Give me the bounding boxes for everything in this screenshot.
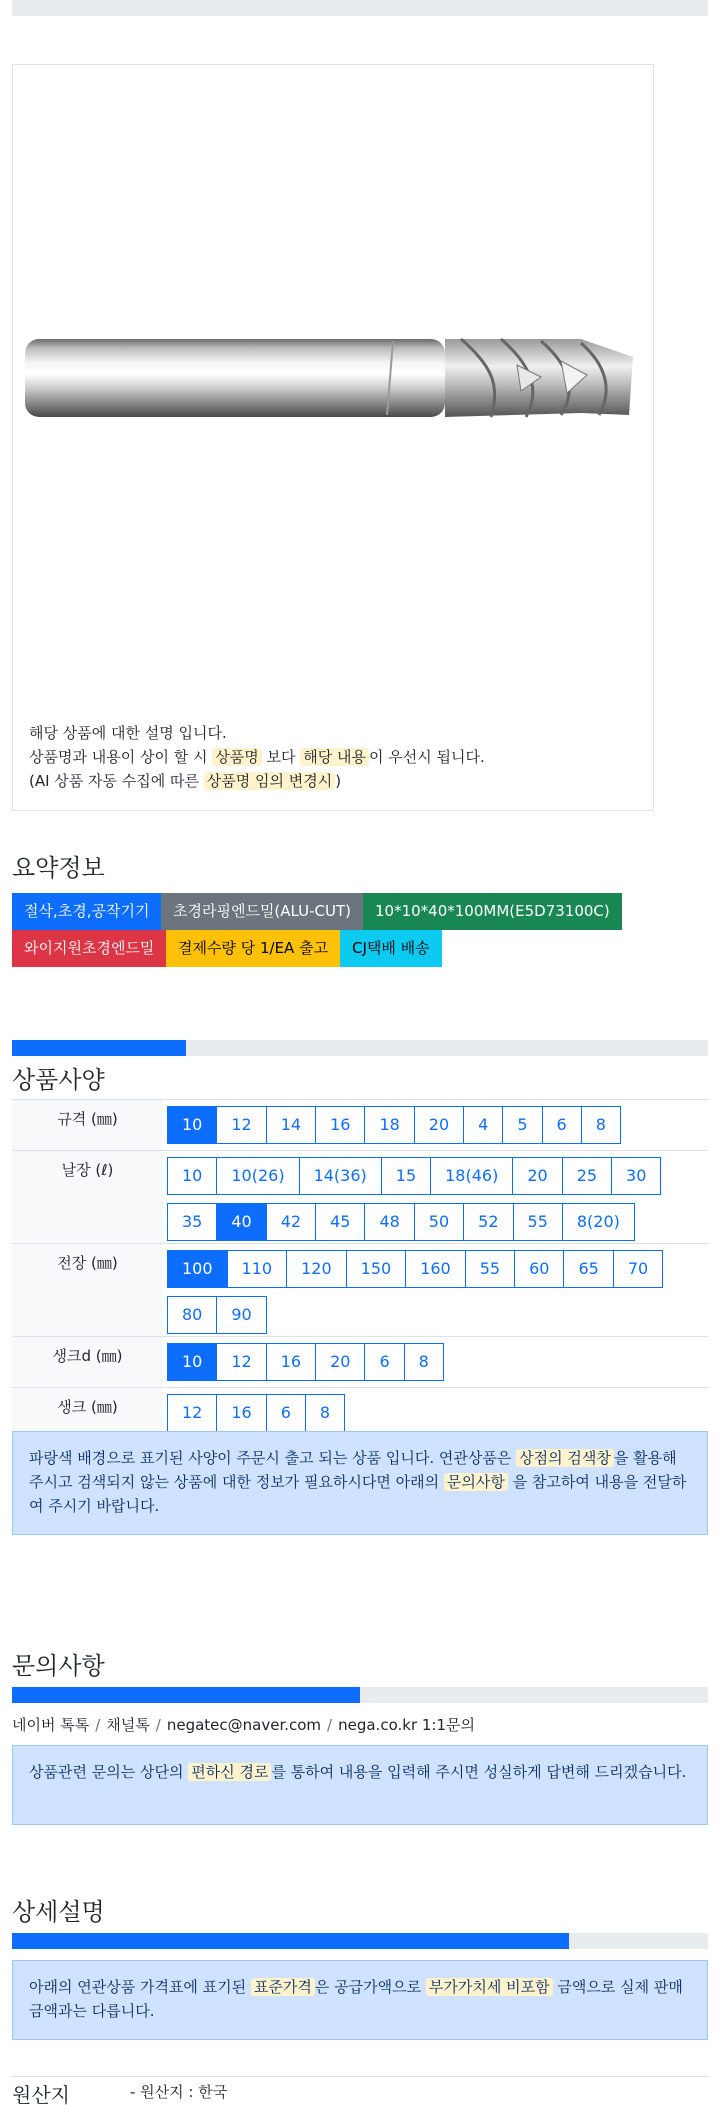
contact-link[interactable]: nega.co.kr 1:1문의 xyxy=(338,1716,475,1734)
spec-table xyxy=(12,1099,708,1439)
spec-notice xyxy=(12,1431,708,1535)
description-text: (AI 상품 자동 수집에 따른 xyxy=(29,772,204,790)
spec-options xyxy=(163,1151,708,1243)
spec-options xyxy=(163,1100,708,1150)
description-line xyxy=(29,769,639,793)
spec-option-button[interactable]: 25 xyxy=(562,1157,612,1195)
description-highlight: 상품명 xyxy=(212,748,261,766)
spec-notice-text: 파랑색 배경으로 표기된 사양이 주문시 출고 되는 상품 입니다. 연관상품은 xyxy=(29,1449,517,1467)
spec-option-button[interactable]: 48 xyxy=(364,1203,414,1241)
summary-tag[interactable]: 절삭,초경,공작기기 xyxy=(12,893,161,930)
spec-notice-highlight: 상점의 검색창 xyxy=(516,1449,614,1467)
spec-option-button[interactable]: 30 xyxy=(611,1157,661,1195)
origin-row xyxy=(12,2076,708,2105)
spec-option-button[interactable]: 110 xyxy=(227,1250,288,1288)
spec-option-button[interactable]: 18(46) xyxy=(430,1157,513,1195)
spec-label: 생크d (㎜) xyxy=(12,1337,163,1387)
description-line xyxy=(29,745,639,769)
specs-title: 상품사양 xyxy=(12,1066,105,1094)
product-card xyxy=(12,64,654,811)
spec-option-button[interactable]: 15 xyxy=(381,1157,431,1195)
summary-title: 요약정보 xyxy=(12,854,105,882)
spec-option-button[interactable]: 52 xyxy=(463,1203,513,1241)
spec-option-button[interactable]: 16 xyxy=(315,1106,365,1144)
spec-notice-text: 을 활용해 주시고 검색되지 않는 상품에 대한 정보가 필요하시다면 아래의 xyxy=(29,1449,677,1491)
spec-option-button[interactable]: 55 xyxy=(513,1203,563,1241)
spec-option-button[interactable]: 8 xyxy=(305,1394,345,1432)
spec-option-button[interactable]: 18 xyxy=(364,1106,414,1144)
summary-tag[interactable]: 초경라핑엔드밀(ALU-CUT) xyxy=(161,893,363,930)
spec-option-button[interactable]: 100 xyxy=(167,1250,228,1288)
contact-channels xyxy=(12,1714,475,1735)
spec-option-button[interactable]: 8 xyxy=(581,1106,621,1144)
specs-progress-fill xyxy=(12,1040,186,1056)
contact-separator: / xyxy=(95,1716,101,1734)
contact-separator: / xyxy=(327,1716,333,1734)
spec-option-button[interactable]: 12 xyxy=(167,1394,217,1432)
summary-tag[interactable]: 10*10*40*100MM(E5D73100C) xyxy=(363,893,622,930)
spec-option-button[interactable]: 40 xyxy=(216,1203,266,1241)
spec-option-button[interactable]: 6 xyxy=(542,1106,582,1144)
contact-link[interactable]: 채널톡 xyxy=(106,1716,150,1734)
specs-progress xyxy=(12,1040,708,1056)
spec-label: 날장 (ℓ) xyxy=(12,1151,163,1243)
spec-option-button[interactable]: 45 xyxy=(315,1203,365,1241)
spec-option-button[interactable]: 120 xyxy=(286,1250,347,1288)
spec-option-button[interactable]: 160 xyxy=(405,1250,466,1288)
origin-label: 원산지 xyxy=(12,2083,70,2105)
spec-option-button[interactable]: 20 xyxy=(315,1343,365,1381)
spec-option-button[interactable]: 42 xyxy=(266,1203,316,1241)
spec-label: 생크 (㎜) xyxy=(12,1388,163,1438)
spec-option-button[interactable]: 6 xyxy=(266,1394,306,1432)
spec-options xyxy=(163,1244,708,1336)
spec-notice-highlight: 문의사항 xyxy=(444,1473,508,1491)
spec-option-button[interactable]: 14(36) xyxy=(299,1157,382,1195)
spec-row xyxy=(12,1151,708,1244)
description-text: ) xyxy=(335,772,342,790)
inquiry-notice-text: 를 통하여 내용을 입력해 주시면 성실하게 답변해 드리겠습니다. xyxy=(271,1763,687,1781)
spec-option-button[interactable]: 80 xyxy=(167,1296,217,1334)
spec-option-button[interactable]: 10 xyxy=(167,1106,217,1144)
spec-option-button[interactable]: 10(26) xyxy=(216,1157,299,1195)
description-line xyxy=(29,721,639,745)
inquiry-progress-fill xyxy=(12,1687,360,1703)
spec-option-button[interactable]: 8(20) xyxy=(562,1203,635,1241)
inquiry-notice-highlight: 편하신 경로 xyxy=(188,1763,271,1781)
detail-notice-text: 금액으로 실제 판매금액과는 다릅니다. xyxy=(29,1978,683,2020)
contact-link[interactable]: 네이버 톡톡 xyxy=(12,1716,90,1734)
end-mill-image xyxy=(21,335,649,495)
spec-row xyxy=(12,1244,708,1337)
inquiry-notice-text: 상품관련 문의는 상단의 xyxy=(29,1763,189,1781)
spec-option-button[interactable]: 70 xyxy=(613,1250,663,1288)
spec-option-button[interactable]: 10 xyxy=(167,1343,217,1381)
description-highlight: 해당 내용 xyxy=(300,748,369,766)
description-text: 보다 xyxy=(261,748,301,766)
spec-option-button[interactable]: 150 xyxy=(346,1250,407,1288)
spec-option-button[interactable]: 50 xyxy=(414,1203,464,1241)
spec-option-button[interactable]: 20 xyxy=(512,1157,562,1195)
contact-separator: / xyxy=(155,1716,161,1734)
spec-option-button[interactable]: 65 xyxy=(563,1250,613,1288)
detail-progress-fill xyxy=(12,1933,569,1949)
spec-option-button[interactable]: 8 xyxy=(404,1343,444,1381)
detail-notice xyxy=(12,1960,708,2040)
inquiry-notice xyxy=(12,1745,708,1825)
description-text: 상품명과 내용이 상이 할 시 xyxy=(29,748,213,766)
spec-option-button[interactable]: 20 xyxy=(414,1106,464,1144)
spec-option-button[interactable]: 55 xyxy=(465,1250,515,1288)
detail-progress xyxy=(12,1933,708,1949)
spec-option-button[interactable]: 16 xyxy=(216,1394,266,1432)
detail-notice-highlight: 표준가격 xyxy=(251,1978,315,1996)
spec-option-button[interactable]: 35 xyxy=(167,1203,217,1241)
spec-option-button[interactable]: 6 xyxy=(364,1343,404,1381)
description-text: 이 우선시 됩니다. xyxy=(368,748,485,766)
detail-notice-text: 아래의 연관상품 가격표에 표기된 xyxy=(29,1978,251,1996)
spec-option-button[interactable]: 16 xyxy=(266,1343,316,1381)
spec-label: 전장 (㎜) xyxy=(12,1244,163,1336)
summary-tag[interactable]: CJ택배 배송 xyxy=(340,930,442,967)
spec-notice-text: 을 참고하여 내용을 전달하여 주시기 바랍니다. xyxy=(29,1473,687,1515)
spec-option-button[interactable]: 60 xyxy=(514,1250,564,1288)
spec-row xyxy=(12,1337,708,1388)
detail-title: 상세설명 xyxy=(12,1898,105,1926)
spec-label: 규격 (㎜) xyxy=(12,1100,163,1150)
spec-option-button[interactable]: 5 xyxy=(502,1106,542,1144)
spec-row xyxy=(12,1100,708,1151)
contact-link[interactable]: negatec@naver.com xyxy=(166,1716,322,1734)
spec-options xyxy=(163,1337,708,1387)
description-highlight: 상품명 임의 변경시 xyxy=(204,772,335,790)
product-description xyxy=(29,721,639,793)
spec-option-button[interactable]: 4 xyxy=(463,1106,503,1144)
summary-tag[interactable]: 결제수량 당 1/EA 출고 xyxy=(166,930,340,967)
inquiry-progress xyxy=(12,1687,708,1703)
description-text: 해당 상품에 대한 설명 입니다. xyxy=(29,724,227,742)
origin-value: - 원산지 : 한국 xyxy=(130,2083,228,2101)
spec-option-button[interactable]: 12 xyxy=(216,1343,266,1381)
detail-notice-highlight: 부가가치세 비포함 xyxy=(426,1978,553,1996)
spec-option-button[interactable]: 10 xyxy=(167,1157,217,1195)
spec-option-button[interactable]: 12 xyxy=(216,1106,266,1144)
detail-notice-text: 은 공급가액으로 xyxy=(314,1978,426,1996)
spec-option-button[interactable]: 14 xyxy=(266,1106,316,1144)
inquiry-title: 문의사항 xyxy=(12,1652,105,1680)
top-strip xyxy=(12,0,708,16)
spec-option-button[interactable]: 90 xyxy=(216,1296,266,1334)
summary-tag[interactable]: 와이지원초경엔드밀 xyxy=(12,930,166,967)
